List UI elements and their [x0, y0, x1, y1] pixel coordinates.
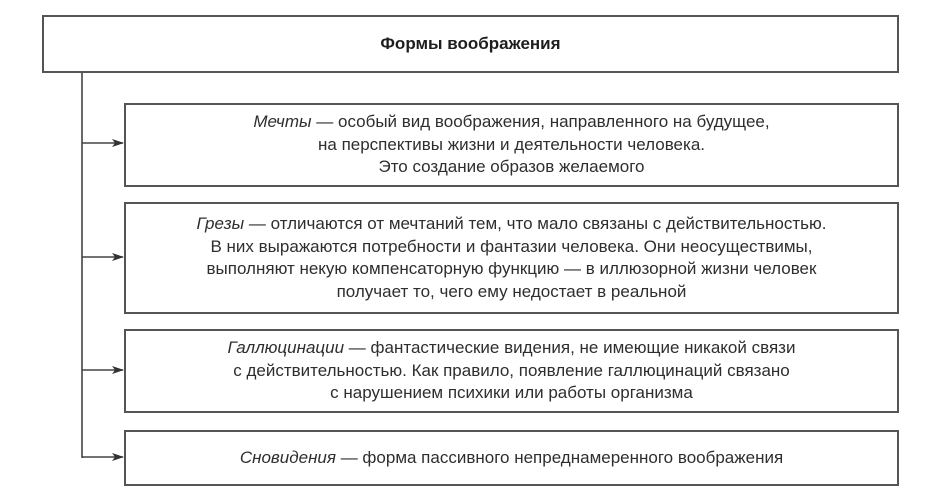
form-box-hallucinations: [124, 329, 899, 413]
line-text: фантастические видения, не имеющие никакой связи: [370, 338, 796, 358]
description-line: [240, 447, 783, 470]
description-line: [197, 213, 827, 236]
description-line: Это создание образов желаемого: [378, 157, 645, 177]
description-line: с действительностью. Как правило, появление галлюцинаций связано: [233, 360, 790, 380]
form-box-daydreams: [124, 202, 899, 314]
description-line: получает то, чего ему недостает в реальной: [336, 281, 687, 301]
diagram-title: Формы воображения: [380, 34, 561, 53]
form-term: Галлюцинации: [227, 338, 345, 358]
form-term: Грезы: [196, 214, 245, 233]
description-line: [253, 111, 769, 134]
line-text: отличаются от мечтаний тем, что мало связаны с действительностью.: [270, 214, 827, 233]
description-line: В них выражаются потребности и фантазии человека. Они неосуществимы,: [210, 236, 813, 256]
form-description: [197, 213, 827, 303]
dash: —: [311, 112, 338, 132]
description-line: на перспективы жизни и деятельности человека.: [318, 134, 705, 154]
form-description: [240, 447, 783, 470]
line-text: особый вид воображения, направленного на будущее,: [337, 112, 770, 132]
form-description: [228, 337, 796, 405]
form-term: Мечты: [253, 112, 312, 132]
dash: —: [244, 214, 271, 233]
description-line: [228, 337, 796, 360]
form-term: Сновидения: [239, 447, 336, 467]
line-text: форма пассивного непреднамеренного воображения: [362, 447, 784, 467]
dash: —: [344, 338, 371, 358]
dash: —: [335, 447, 363, 467]
title-box: [42, 15, 899, 73]
form-box-dreams: [124, 103, 899, 187]
description-line: выполняют некую компенсаторную функцию — в иллюзорной жизни человек: [206, 259, 817, 278]
form-box-dreaming: [124, 430, 899, 486]
description-line: с нарушением психики или работы организма: [330, 383, 693, 403]
form-description: [253, 111, 769, 179]
